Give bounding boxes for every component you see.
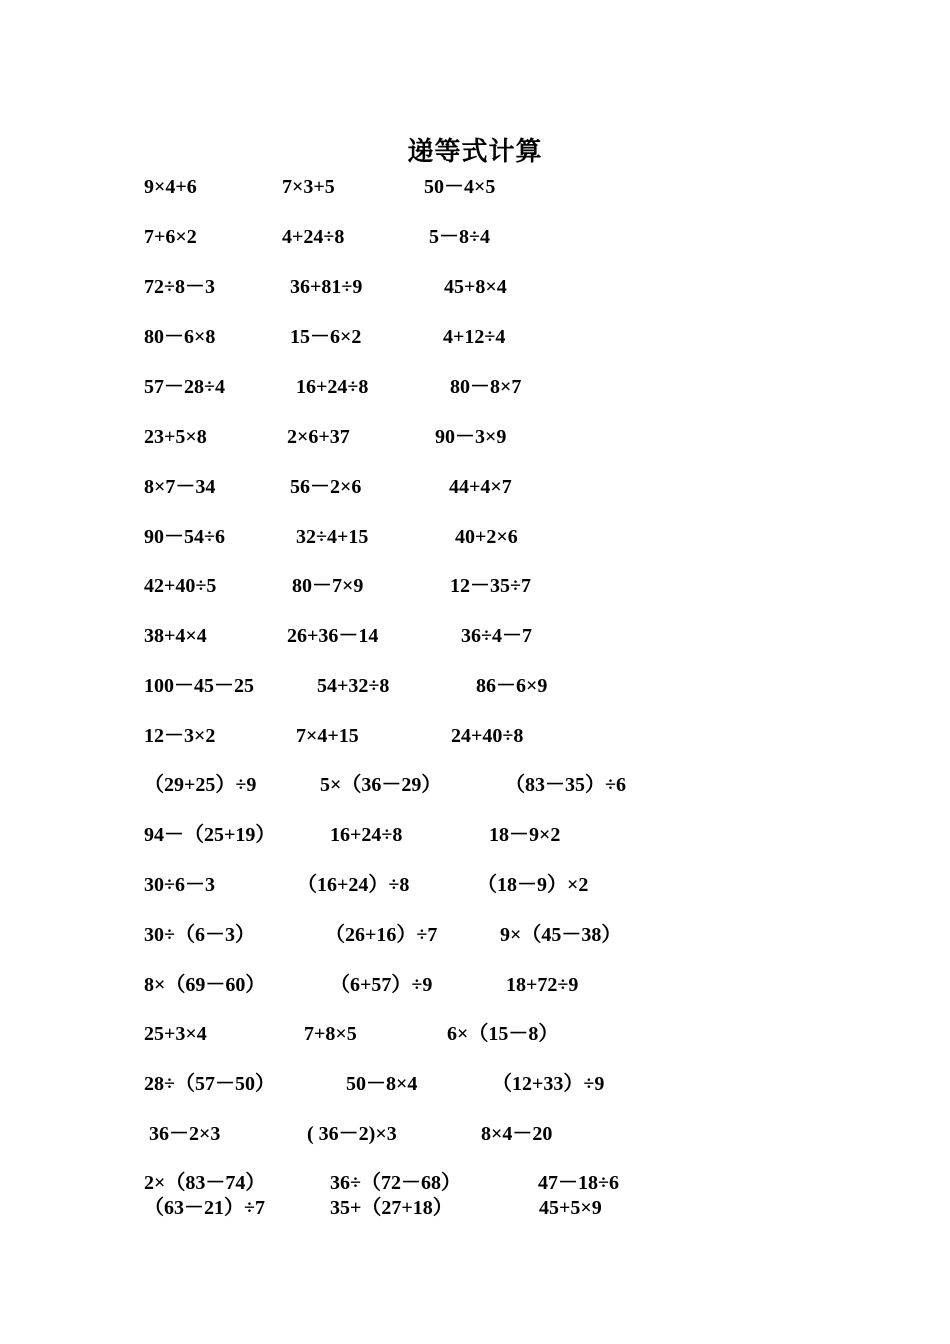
expression-r11-c2: 54+32÷8 <box>317 675 390 697</box>
expression-r2-c1: 7+6×2 <box>144 226 197 248</box>
expression-r19-c1: 28÷（57－50） <box>144 1073 275 1095</box>
expression-r5-c3: 80－8×7 <box>450 376 522 398</box>
expression-r11-c3: 86－6×9 <box>476 675 548 697</box>
expression-r20-c3: 8×4－20 <box>481 1123 553 1145</box>
expression-r3-c1: 72÷8－3 <box>144 276 215 298</box>
expression-r20-c1: 36－2×3 <box>149 1123 221 1145</box>
expression-r9-c1: 42+40÷5 <box>144 575 217 597</box>
expression-r12-c1: 12－3×2 <box>144 725 216 747</box>
expression-r17-c3: 18+72÷9 <box>506 974 579 996</box>
expression-r21-c1: 2×（83－74） <box>144 1172 266 1194</box>
expression-r9-c2: 80－7×9 <box>292 575 364 597</box>
expression-r7-c3: 44+4×7 <box>449 476 512 498</box>
expression-r1-c2: 7×3+5 <box>282 176 335 198</box>
expression-r14-c1: 94－（25+19） <box>144 824 276 846</box>
expression-r15-c3: （18－9）×2 <box>477 874 589 896</box>
expression-r20-c2: ( 36－2)×3 <box>307 1123 397 1145</box>
expression-r13-c3: （83－35）÷6 <box>505 774 626 796</box>
expression-r9-c3: 12－35÷7 <box>450 575 531 597</box>
expression-r22-c3: 45+5×9 <box>539 1197 602 1219</box>
expression-r18-c2: 7+8×5 <box>304 1023 357 1045</box>
expression-r21-c3: 47－18÷6 <box>538 1172 619 1194</box>
expression-r1-c3: 50－4×5 <box>424 176 496 198</box>
expression-r17-c1: 8×（69－60） <box>144 974 266 996</box>
expression-r5-c2: 16+24÷8 <box>296 376 369 398</box>
expression-r15-c2: （16+24）÷8 <box>297 874 410 896</box>
page-title: 递等式计算 <box>407 137 543 167</box>
expression-r6-c1: 23+5×8 <box>144 426 207 448</box>
expression-r1-c1: 9×4+6 <box>144 176 197 198</box>
expression-r5-c1: 57－28÷4 <box>144 376 225 398</box>
expression-r14-c2: 16+24÷8 <box>330 824 403 846</box>
expression-r18-c1: 25+3×4 <box>144 1023 207 1045</box>
expression-r8-c2: 32÷4+15 <box>296 526 369 548</box>
expression-r21-c2: 36÷（72－68） <box>330 1172 461 1194</box>
expression-r4-c2: 15－6×2 <box>290 326 362 348</box>
expression-r4-c1: 80－6×8 <box>144 326 216 348</box>
expression-r3-c2: 36+81÷9 <box>290 276 363 298</box>
expression-r16-c2: （26+16）÷7 <box>325 924 438 946</box>
expression-r18-c3: 6×（15－8） <box>447 1023 559 1045</box>
expression-r8-c1: 90－54÷6 <box>144 526 225 548</box>
expression-r13-c2: 5×（36－29） <box>320 774 442 796</box>
expression-r7-c2: 56－2×6 <box>290 476 362 498</box>
expression-r13-c1: （29+25）÷9 <box>144 774 257 796</box>
expression-r17-c2: （6+57）÷9 <box>330 974 433 996</box>
expression-r12-c3: 24+40÷8 <box>451 725 524 747</box>
expression-r7-c1: 8×7－34 <box>144 476 216 498</box>
expression-r10-c1: 38+4×4 <box>144 625 207 647</box>
expression-r22-c1: （63－21）÷7 <box>144 1197 265 1219</box>
expression-r6-c2: 2×6+37 <box>287 426 350 448</box>
expression-r8-c3: 40+2×6 <box>455 526 518 548</box>
expression-r10-c3: 36÷4－7 <box>461 625 532 647</box>
expression-r16-c1: 30÷（6－3） <box>144 924 255 946</box>
expression-r4-c3: 4+12÷4 <box>443 326 506 348</box>
expression-r12-c2: 7×4+15 <box>296 725 359 747</box>
expression-r11-c1: 100－45－25 <box>144 675 254 697</box>
expression-r16-c3: 9×（45－38） <box>500 924 622 946</box>
expression-r19-c2: 50－8×4 <box>346 1073 418 1095</box>
expression-r10-c2: 26+36－14 <box>287 625 379 647</box>
expression-r3-c3: 45+8×4 <box>444 276 507 298</box>
expression-r15-c1: 30÷6－3 <box>144 874 215 896</box>
expression-r14-c3: 18－9×2 <box>489 824 561 846</box>
expression-r19-c3: （12+33）÷9 <box>492 1073 605 1095</box>
expression-r22-c2: 35+（27+18） <box>330 1197 453 1219</box>
expression-r6-c3: 90－3×9 <box>435 426 507 448</box>
expression-r2-c3: 5－8÷4 <box>429 226 490 248</box>
expression-r2-c2: 4+24÷8 <box>282 226 345 248</box>
